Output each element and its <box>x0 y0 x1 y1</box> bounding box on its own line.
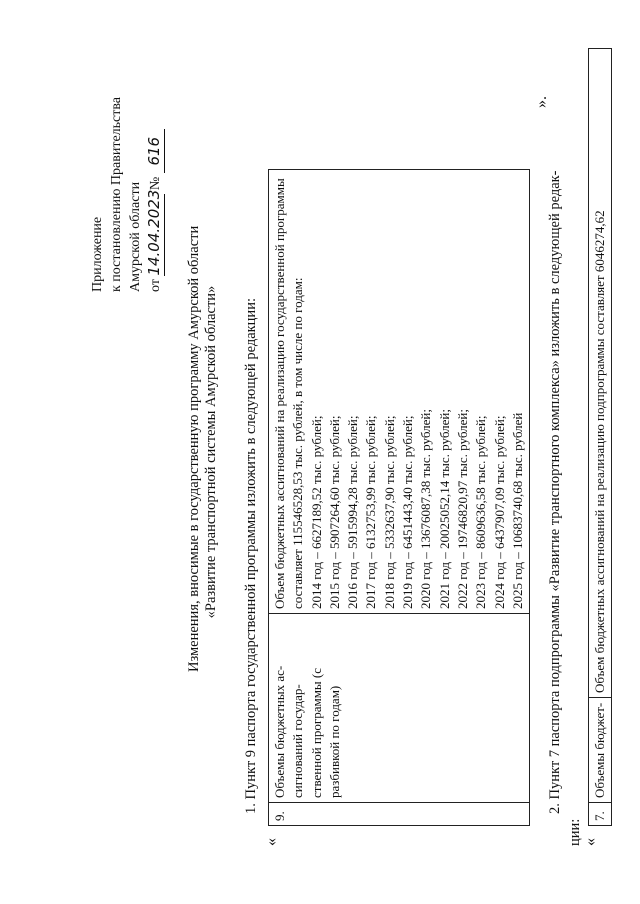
body-line: 2018 год – 5332637,90 тыс. рублей; <box>381 415 397 609</box>
header-line-2: к постановлению Правительства <box>109 96 124 292</box>
item2-open-quote: « <box>582 838 599 846</box>
label-line: Объемы бюджетных ас- <box>272 665 287 798</box>
body-line: 2020 год – 13676087,38 тыс. рублей; <box>418 409 434 609</box>
title-line-2: «Развитие транспортной системы Амурской области» <box>203 285 219 619</box>
body-line: Объем бюджетных ассигнований на реализацию государственной программы <box>272 178 287 609</box>
item1-table <box>268 169 530 826</box>
body-line: 2014 год – 6627189,52 тыс. рублей; <box>308 415 324 609</box>
date-value: 14.04.2023 <box>145 189 163 276</box>
header-date-line <box>145 97 165 292</box>
row-number: 9. <box>269 803 530 826</box>
label-line: сигнований государ- <box>290 684 306 798</box>
item1-open-quote: « <box>263 838 280 846</box>
title-line-1: Изменения, вносимые в государственную программу Амурской области <box>186 225 202 672</box>
body-line: 2023 год – 8609636,58 тыс. рублей; <box>473 415 489 609</box>
row-body <box>269 170 530 614</box>
row-body: Объем бюджетных ассигнований на реализацию подпрограммы составляет 6046274,62 <box>589 49 612 698</box>
table-row <box>589 49 612 826</box>
document-title <box>186 225 220 672</box>
label-line: ственной программы (с <box>308 668 324 798</box>
body-line: 2019 год – 6451443,40 тыс. рублей; <box>400 415 416 609</box>
body-line: 2021 год – 20025052,14 тыс. рублей; <box>436 409 452 609</box>
item2-table <box>588 48 612 826</box>
header-block <box>88 97 165 292</box>
number-prefix: № <box>148 176 163 191</box>
header-line-3: Амурской области <box>128 181 143 292</box>
row-label: Объемы бюджет- <box>589 698 612 803</box>
body-line: 2024 год – 6437907,09 тыс. рублей; <box>491 415 507 609</box>
body-line: 2015 год – 5907264,60 тыс. рублей; <box>326 415 342 609</box>
date-prefix: от <box>148 279 163 292</box>
body-line: 2017 год – 6132753,99 тыс. рублей; <box>363 415 379 609</box>
row-label <box>269 614 530 803</box>
label-line: разбивкой по годам) <box>326 685 342 798</box>
item2-text-line-1: 2. Пункт 7 паспорта подпрограммы «Развитие транспортного комплекса» изложить в следующей редак- <box>547 170 563 814</box>
number-value: 616 <box>145 129 165 173</box>
item1-close-quote: ». <box>533 96 550 108</box>
item1-text: 1. Пункт 9 паспорта государственной программы изложить в следующей редакции: <box>243 298 259 814</box>
header-line-1: Приложение <box>90 216 105 292</box>
body-line: 2025 год – 10683740,68 тыс. рублей <box>509 412 525 609</box>
table-row <box>269 170 530 826</box>
item2-text-line-2: ции: <box>567 818 583 846</box>
row-number: 7. <box>589 803 612 826</box>
body-line: 2016 год – 5915994,28 тыс. рублей; <box>345 415 361 609</box>
body-line: составляет 115546528,53 тыс. рублей, в том числе по годам: <box>290 277 306 609</box>
body-line: 2022 год – 19746820,97 тыс. рублей; <box>454 409 470 609</box>
